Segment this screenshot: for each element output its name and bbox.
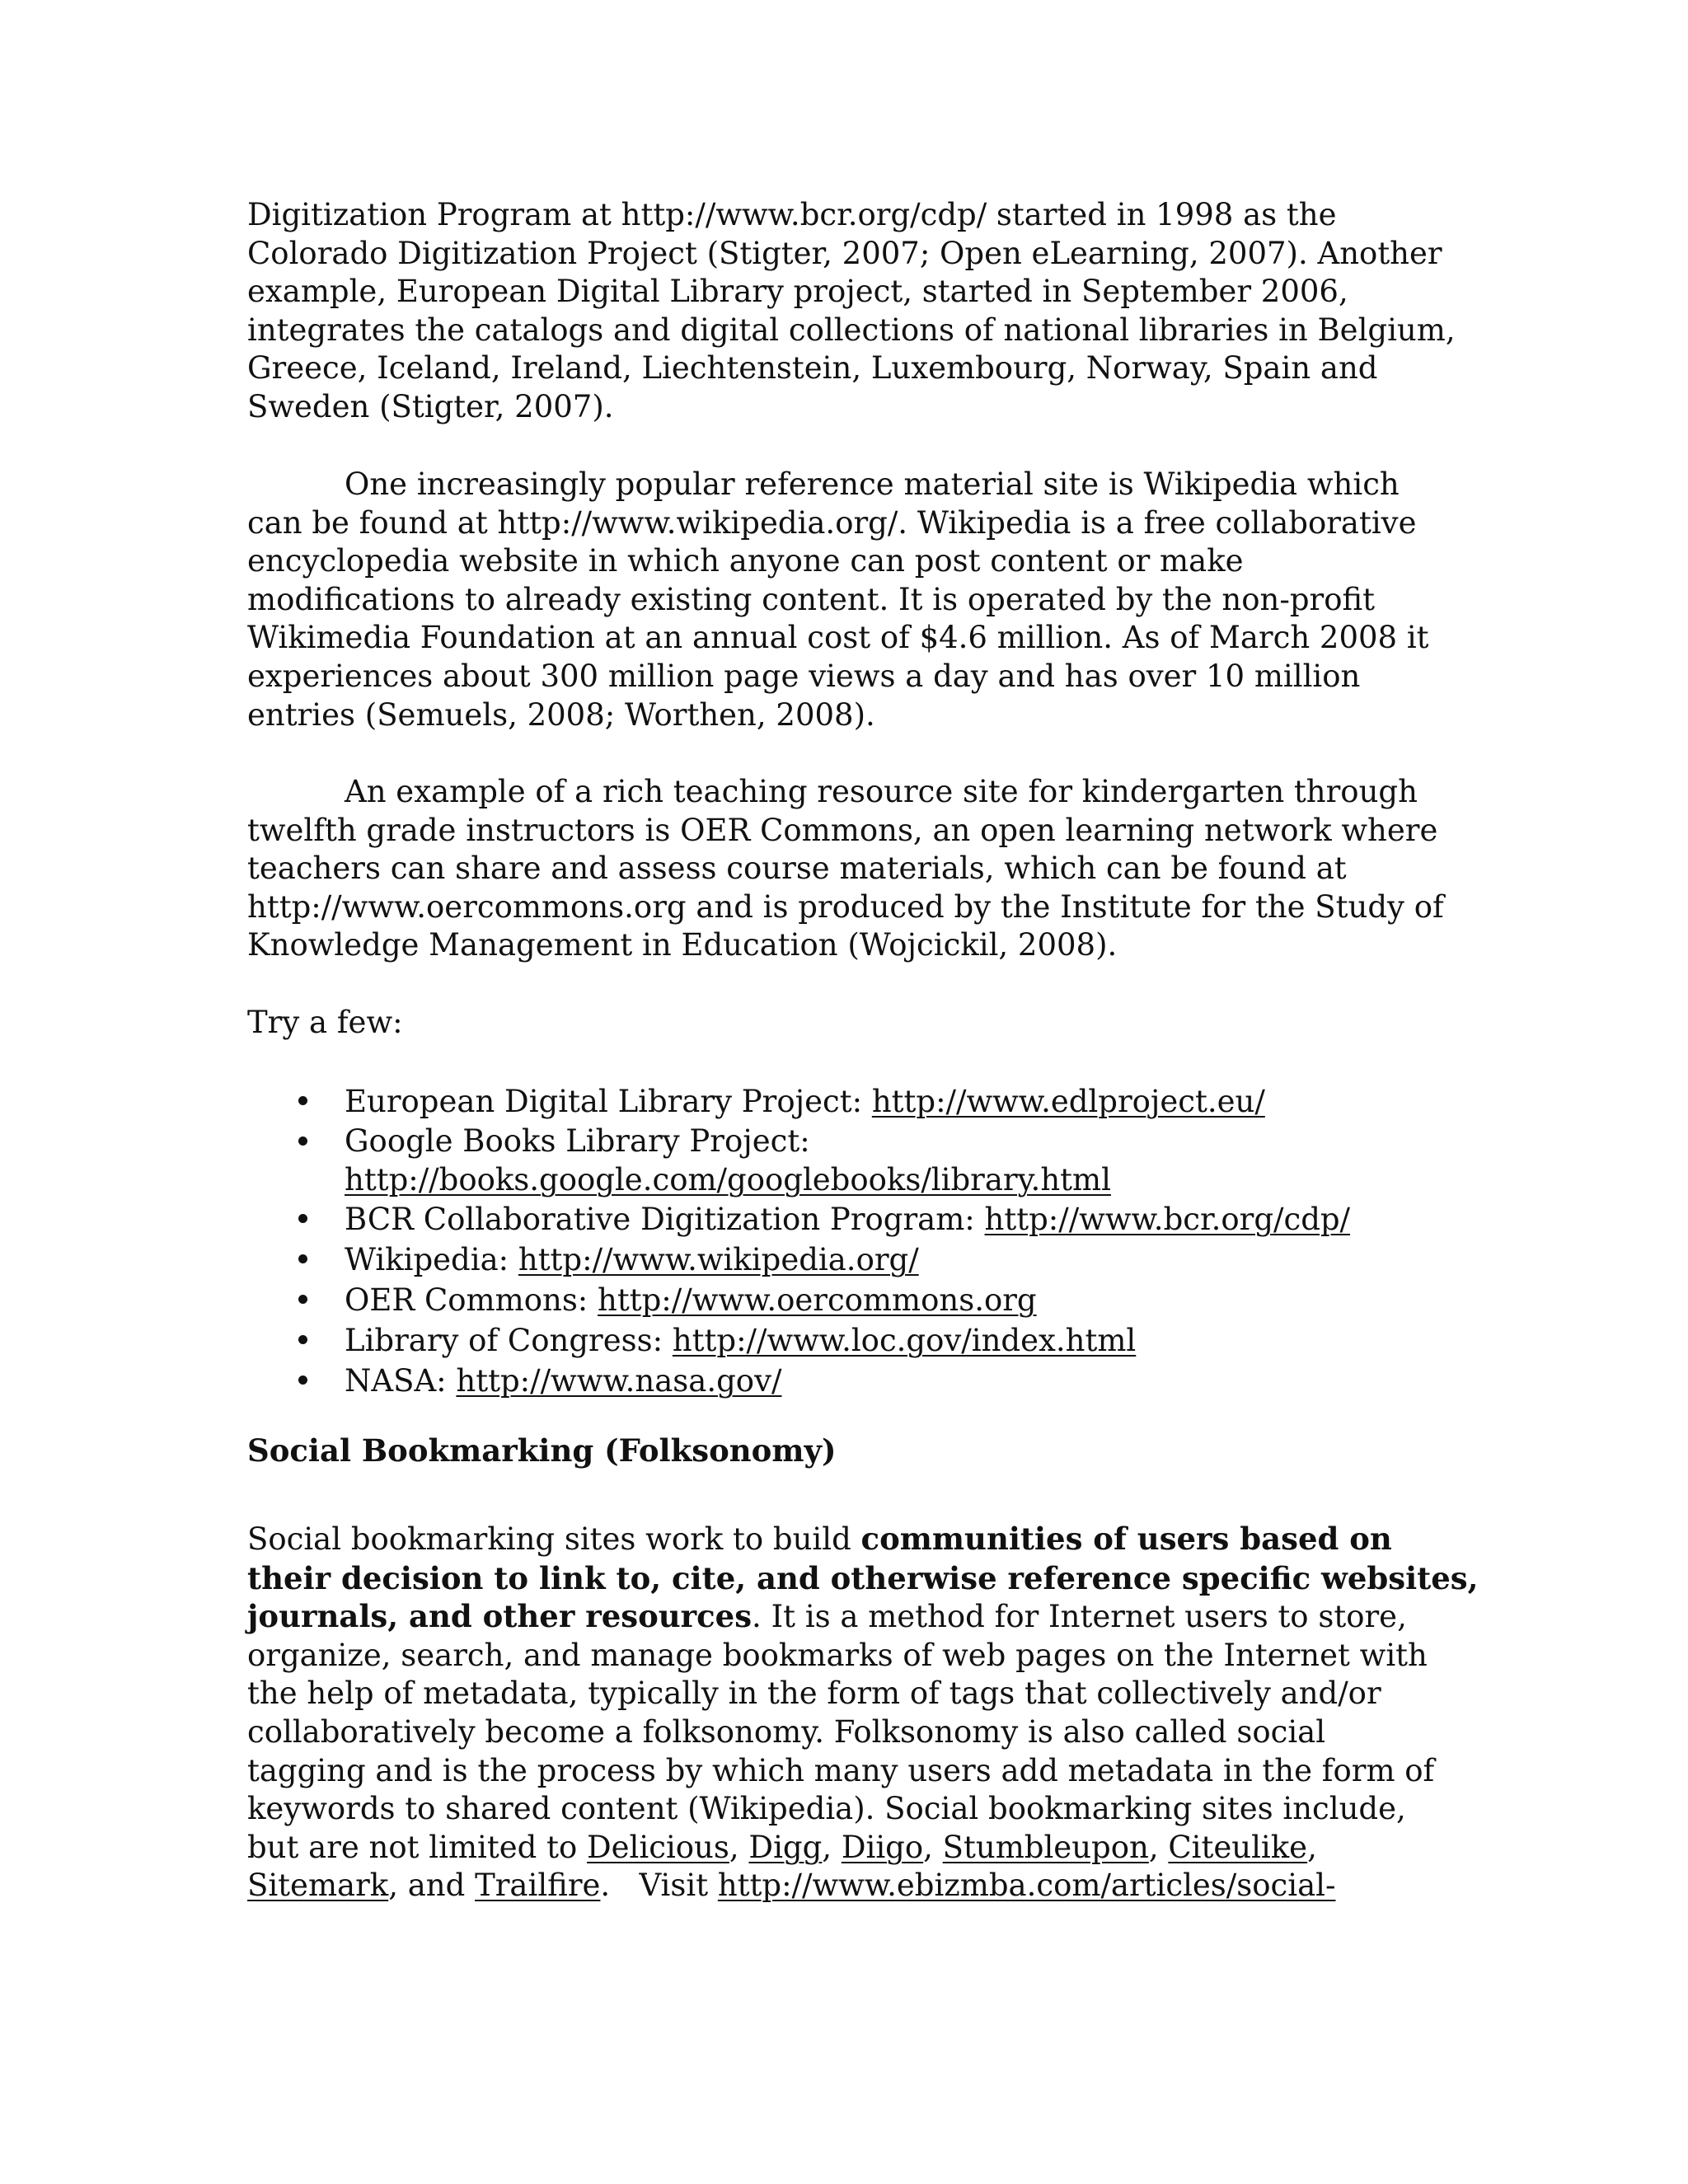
- visit-text: . Visit: [600, 1868, 718, 1904]
- bullet-icon: [298, 1335, 307, 1344]
- text-line: teachers can share and assess course materials, which can be found at: [247, 851, 1347, 887]
- list-item: [247, 1361, 1484, 1401]
- list-item-label: Google Books Library Project:: [345, 1123, 810, 1159]
- social-lead-text: Social bookmarking sites work to build: [247, 1521, 861, 1557]
- text-line: tagging and is the process by which many users add metadata in the form of: [247, 1752, 1435, 1788]
- text-line: [247, 1829, 1500, 1868]
- bullet-icon: [298, 1214, 307, 1223]
- text-line: keywords to shared content (Wikipedia). Social bookmarking sites include,: [247, 1791, 1406, 1827]
- section-heading: Social Bookmarking (Folksonomy): [247, 1432, 837, 1469]
- text-line: collaboratively become a folksonomy. Folksonomy is also called social: [247, 1713, 1326, 1750]
- list-item: [247, 1240, 1484, 1280]
- list-item: [247, 1199, 1484, 1240]
- social-bold-text: their decision to link to, cite, and otherwise reference specific websites,: [247, 1559, 1479, 1596]
- link-google-books[interactable]: http://books.google.com/googlebooks/library.html: [345, 1162, 1111, 1197]
- link-citeulike[interactable]: Citeulike: [1168, 1829, 1308, 1865]
- paragraph-oer-commons: [247, 773, 1451, 965]
- separator-text: ,: [1148, 1829, 1169, 1865]
- bullet-icon: [298, 1096, 307, 1105]
- link-digg[interactable]: Digg: [748, 1829, 823, 1865]
- try-a-few-label: [247, 1004, 1451, 1043]
- text-line: twelfth grade instructors is OER Commons, an open learning network where: [247, 812, 1438, 848]
- text-line: experiences about 300 million page views a day and has over 10 million: [247, 658, 1361, 694]
- link-oercommons[interactable]: http://www.oercommons.org: [598, 1282, 1037, 1318]
- text-line: Colorado Digitization Project (Stigter, 2007; Open eLearning, 2007). Another: [247, 235, 1442, 271]
- paragraph-digitization: [247, 196, 1456, 427]
- bullet-icon: [298, 1254, 307, 1263]
- social-bold-text: communities of users based on: [860, 1521, 1392, 1557]
- text-line: entries (Semuels, 2008; Worthen, 2008).: [247, 696, 875, 733]
- text-line: Greece, Iceland, Ireland, Liechtenstein, Luxembourg, Norway, Spain and: [247, 350, 1378, 387]
- list-item: [247, 1280, 1484, 1320]
- bullet-icon: [298, 1295, 307, 1304]
- resource-link-list: [247, 1081, 1484, 1401]
- list-item-label: BCR Collaborative Digitization Program:: [345, 1202, 985, 1237]
- bullet-icon: [298, 1137, 307, 1146]
- separator-text: ,: [1307, 1829, 1317, 1865]
- link-ebizmba[interactable]: http://www.ebizmba.com/articles/social-: [717, 1868, 1336, 1904]
- link-wikipedia[interactable]: http://www.wikipedia.org/: [518, 1242, 919, 1277]
- separator-text: ,: [923, 1829, 943, 1865]
- text-line: integrates the catalogs and digital collections of national libraries in Belgium,: [247, 312, 1456, 348]
- text-line: [247, 1520, 1500, 1559]
- paragraph-social-bookmarking: [247, 1520, 1500, 1905]
- link-diigo[interactable]: Diigo: [841, 1829, 924, 1865]
- list-item: [247, 1320, 1484, 1361]
- link-loc[interactable]: http://www.loc.gov/index.html: [672, 1323, 1137, 1358]
- list-item-label: NASA:: [345, 1363, 457, 1399]
- list-item: [247, 1081, 1484, 1122]
- text-line: Knowledge Management in Education (Wojcickil, 2008).: [247, 927, 1118, 963]
- text-line: One increasingly popular reference material site is Wikipedia which: [345, 466, 1400, 502]
- separator-text: , and: [388, 1868, 476, 1904]
- link-stumbleupon[interactable]: Stumbleupon: [942, 1829, 1149, 1865]
- text-line: An example of a rich teaching resource site for kindergarten through: [345, 774, 1418, 809]
- bullet-icon: [298, 1376, 307, 1385]
- text-line: Wikimedia Foundation at an annual cost of $4.6 million. As of March 2008 it: [247, 620, 1429, 656]
- text-line: encyclopedia website in which anyone can post content or make: [247, 543, 1244, 579]
- separator-text: ,: [822, 1829, 842, 1865]
- text-line: http://www.oercommons.org and is produced by the Institute for the Study of: [247, 888, 1444, 925]
- try-label-text: Try a few:: [247, 1005, 403, 1040]
- text-line: the help of metadata, typically in the form of tags that collectively and/or: [247, 1675, 1381, 1712]
- list-item-label: Wikipedia:: [345, 1242, 518, 1277]
- text-line: Digitization Program at http://www.bcr.org/cdp/ started in 1998 as the: [247, 197, 1337, 232]
- social-after-bold-text: . It is a method for Internet users to store,: [752, 1599, 1407, 1635]
- social-bold-text: journals, and other resources: [247, 1598, 753, 1635]
- text-line: [247, 1597, 1500, 1637]
- list-item-label: Library of Congress:: [345, 1323, 673, 1358]
- text-line: Sweden (Stigter, 2007).: [247, 388, 614, 424]
- text-line: can be found at http://www.wikipedia.org/. Wikipedia is a free collaborative: [247, 504, 1417, 541]
- text-line: organize, search, and manage bookmarks of web pages on the Internet with: [247, 1637, 1428, 1673]
- link-delicious[interactable]: Delicious: [587, 1829, 729, 1865]
- link-sitemark[interactable]: Sitemark: [247, 1868, 389, 1904]
- list-item-label: OER Commons:: [345, 1282, 598, 1318]
- link-bcr[interactable]: http://www.bcr.org/cdp/: [984, 1202, 1351, 1237]
- text-line: [247, 1867, 1500, 1905]
- limited-prefix-text: but are not limited to: [247, 1829, 587, 1865]
- separator-text: ,: [729, 1829, 749, 1865]
- list-item: [247, 1122, 1484, 1199]
- text-line: modifications to already existing content. It is operated by the non-profit: [247, 581, 1376, 617]
- list-item-label: European Digital Library Project:: [345, 1084, 872, 1119]
- text-line: example, European Digital Library project, started in September 2006,: [247, 274, 1348, 310]
- link-trailfire[interactable]: Trailfire: [475, 1868, 601, 1904]
- paragraph-wikipedia: [247, 466, 1451, 734]
- link-edlproject[interactable]: http://www.edlproject.eu/: [871, 1084, 1265, 1119]
- link-nasa[interactable]: http://www.nasa.gov/: [456, 1363, 782, 1399]
